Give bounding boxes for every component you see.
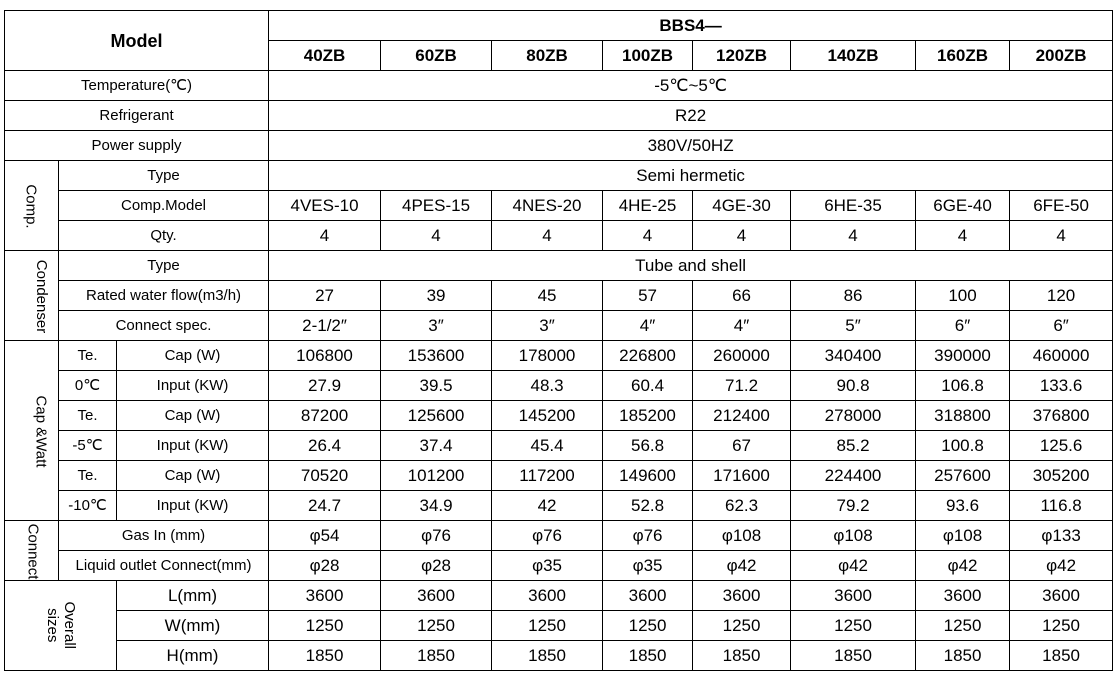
spec-table <box>4 10 1113 671</box>
table-cell: 57 <box>603 281 693 311</box>
table-cell: 178000 <box>492 341 603 371</box>
table-cell: 390000 <box>916 341 1010 371</box>
table-cell: 45.4 <box>492 431 603 461</box>
table-cell: 4 <box>1010 221 1113 251</box>
gas-row <box>5 521 1113 551</box>
temperature-label: Temperature(℃) <box>5 71 269 101</box>
table-cell: 116.8 <box>1010 491 1113 521</box>
table-cell: 1250 <box>1010 611 1113 641</box>
comp-qty-row <box>5 221 1113 251</box>
condenser-type-label: Type <box>59 251 269 281</box>
table-cell: 70520 <box>269 461 381 491</box>
table-cell: 4VES-10 <box>269 191 381 221</box>
cap-label: Cap (W) <box>117 341 269 371</box>
table-cell: 4HE-25 <box>603 191 693 221</box>
table-cell: 1850 <box>492 641 603 671</box>
sizes-group-label: Overall sizes <box>5 581 117 671</box>
table-cell: φ35 <box>603 551 693 581</box>
table-cell: 4NES-20 <box>492 191 603 221</box>
table-cell: 4PES-15 <box>381 191 492 221</box>
condenser-connect-label: Connect spec. <box>59 311 269 341</box>
te-label: Te. <box>59 461 117 491</box>
table-cell: 3″ <box>381 311 492 341</box>
te-temp: -5℃ <box>59 431 117 461</box>
table-cell: 1850 <box>1010 641 1113 671</box>
table-cell: 3″ <box>492 311 603 341</box>
table-cell: 145200 <box>492 401 603 431</box>
model-col-header: 140ZB <box>791 41 916 71</box>
table-cell: 1250 <box>791 611 916 641</box>
table-cell: φ35 <box>492 551 603 581</box>
te-label: Te. <box>59 341 117 371</box>
table-cell: 62.3 <box>693 491 791 521</box>
table-cell: 56.8 <box>603 431 693 461</box>
table-cell: 6FE-50 <box>1010 191 1113 221</box>
table-cell: 4″ <box>693 311 791 341</box>
table-cell: 1850 <box>693 641 791 671</box>
connect-group-label: Connect <box>5 521 59 581</box>
table-cell: 1250 <box>381 611 492 641</box>
table-cell: φ42 <box>791 551 916 581</box>
refrigerant-value: R22 <box>269 101 1113 131</box>
temperature-row <box>5 71 1113 101</box>
model-col-header: 160ZB <box>916 41 1010 71</box>
table-cell: 79.2 <box>791 491 916 521</box>
comp-type-row <box>5 161 1113 191</box>
table-cell: 318800 <box>916 401 1010 431</box>
table-cell: 4 <box>791 221 916 251</box>
table-cell: 71.2 <box>693 371 791 401</box>
table-cell: φ54 <box>269 521 381 551</box>
input-row-2 <box>5 491 1113 521</box>
model-header: Model <box>5 11 269 71</box>
comp-model-row <box>5 191 1113 221</box>
table-cell: 42 <box>492 491 603 521</box>
table-cell: 1250 <box>693 611 791 641</box>
table-cell: φ108 <box>693 521 791 551</box>
condenser-type-row <box>5 251 1113 281</box>
table-cell: 1250 <box>916 611 1010 641</box>
input-label: Input (KW) <box>117 431 269 461</box>
length-label: L(mm) <box>117 581 269 611</box>
table-cell: 27.9 <box>269 371 381 401</box>
comp-model-label: Comp.Model <box>59 191 269 221</box>
table-cell: 34.9 <box>381 491 492 521</box>
comp-type-value: Semi hermetic <box>269 161 1113 191</box>
comp-qty-label: Qty. <box>59 221 269 251</box>
table-cell: 3600 <box>603 581 693 611</box>
table-cell: 39.5 <box>381 371 492 401</box>
table-cell: 100 <box>916 281 1010 311</box>
table-cell: 278000 <box>791 401 916 431</box>
power-label: Power supply <box>5 131 269 161</box>
table-cell: 85.2 <box>791 431 916 461</box>
height-label: H(mm) <box>117 641 269 671</box>
input-label: Input (KW) <box>117 491 269 521</box>
header-row-series <box>5 11 1113 41</box>
condenser-flow-row <box>5 281 1113 311</box>
table-cell: 45 <box>492 281 603 311</box>
cap-row-0 <box>5 341 1113 371</box>
table-cell: 100.8 <box>916 431 1010 461</box>
table-cell: 101200 <box>381 461 492 491</box>
condenser-group-label: Condenser <box>5 251 59 341</box>
table-cell: 4 <box>492 221 603 251</box>
table-cell: 1250 <box>492 611 603 641</box>
table-cell: 106800 <box>269 341 381 371</box>
table-cell: 257600 <box>916 461 1010 491</box>
comp-type-label: Type <box>59 161 269 191</box>
table-cell: φ76 <box>603 521 693 551</box>
table-cell: 6GE-40 <box>916 191 1010 221</box>
cap-row-1 <box>5 401 1113 431</box>
length-row <box>5 581 1113 611</box>
te-label: Te. <box>59 401 117 431</box>
table-cell: 4 <box>381 221 492 251</box>
width-row <box>5 611 1113 641</box>
table-cell: 37.4 <box>381 431 492 461</box>
table-cell: 4 <box>269 221 381 251</box>
table-cell: 153600 <box>381 341 492 371</box>
table-cell: φ28 <box>381 551 492 581</box>
table-cell: 3600 <box>492 581 603 611</box>
table-cell: 86 <box>791 281 916 311</box>
input-row-0 <box>5 371 1113 401</box>
table-cell: 1850 <box>603 641 693 671</box>
table-cell: 26.4 <box>269 431 381 461</box>
table-cell: 376800 <box>1010 401 1113 431</box>
model-col-header: 60ZB <box>381 41 492 71</box>
power-value: 380V/50HZ <box>269 131 1113 161</box>
series-header: BBS4— <box>269 11 1113 41</box>
liquid-row <box>5 551 1113 581</box>
table-cell: 185200 <box>603 401 693 431</box>
table-cell: 117200 <box>492 461 603 491</box>
table-cell: 87200 <box>269 401 381 431</box>
table-cell: 3600 <box>1010 581 1113 611</box>
table-cell: 6HE-35 <box>791 191 916 221</box>
table-cell: φ42 <box>1010 551 1113 581</box>
te-temp: 0℃ <box>59 371 117 401</box>
table-cell: 106.8 <box>916 371 1010 401</box>
table-cell: 4″ <box>603 311 693 341</box>
table-cell: 5″ <box>791 311 916 341</box>
table-cell: 66 <box>693 281 791 311</box>
table-cell: 39 <box>381 281 492 311</box>
table-cell: 460000 <box>1010 341 1113 371</box>
table-cell: 1850 <box>381 641 492 671</box>
table-cell: 1250 <box>269 611 381 641</box>
table-cell: 93.6 <box>916 491 1010 521</box>
refrigerant-label: Refrigerant <box>5 101 269 131</box>
table-cell: φ108 <box>791 521 916 551</box>
table-cell: 1850 <box>916 641 1010 671</box>
table-cell: 4 <box>693 221 791 251</box>
table-cell: 60.4 <box>603 371 693 401</box>
table-cell: 52.8 <box>603 491 693 521</box>
table-cell: 4 <box>916 221 1010 251</box>
liquid-label: Liquid outlet Connect(mm) <box>59 551 269 581</box>
model-col-header: 100ZB <box>603 41 693 71</box>
width-label: W(mm) <box>117 611 269 641</box>
table-cell: 226800 <box>603 341 693 371</box>
table-cell: 6″ <box>916 311 1010 341</box>
cap-label: Cap (W) <box>117 461 269 491</box>
table-cell: 125.6 <box>1010 431 1113 461</box>
table-cell: 224400 <box>791 461 916 491</box>
table-cell: φ76 <box>492 521 603 551</box>
table-cell: 340400 <box>791 341 916 371</box>
table-cell: φ42 <box>693 551 791 581</box>
table-cell: φ76 <box>381 521 492 551</box>
table-cell: 1250 <box>603 611 693 641</box>
condenser-type-value: Tube and shell <box>269 251 1113 281</box>
table-cell: 67 <box>693 431 791 461</box>
comp-group-label: Comp. <box>5 161 59 251</box>
table-cell: φ42 <box>916 551 1010 581</box>
table-cell: 133.6 <box>1010 371 1113 401</box>
table-cell: 27 <box>269 281 381 311</box>
capwatt-group-label: Cap &Watt <box>5 341 59 521</box>
table-cell: 3600 <box>693 581 791 611</box>
table-cell: 90.8 <box>791 371 916 401</box>
model-col-header: 40ZB <box>269 41 381 71</box>
input-label: Input (KW) <box>117 371 269 401</box>
table-cell: 3600 <box>791 581 916 611</box>
table-cell: 3600 <box>269 581 381 611</box>
refrigerant-row <box>5 101 1113 131</box>
table-cell: φ108 <box>916 521 1010 551</box>
table-cell: 4 <box>603 221 693 251</box>
table-cell: φ28 <box>269 551 381 581</box>
table-cell: 24.7 <box>269 491 381 521</box>
table-cell: 2-1/2″ <box>269 311 381 341</box>
table-cell: 260000 <box>693 341 791 371</box>
table-cell: 3600 <box>381 581 492 611</box>
condenser-flow-label: Rated water flow(m3/h) <box>59 281 269 311</box>
table-cell: 4GE-30 <box>693 191 791 221</box>
table-cell: 3600 <box>916 581 1010 611</box>
table-cell: 171600 <box>693 461 791 491</box>
temperature-value: -5℃~5℃ <box>269 71 1113 101</box>
model-col-header: 120ZB <box>693 41 791 71</box>
table-cell: 120 <box>1010 281 1113 311</box>
cap-label: Cap (W) <box>117 401 269 431</box>
table-cell: 6″ <box>1010 311 1113 341</box>
condenser-connect-row <box>5 311 1113 341</box>
input-row-1 <box>5 431 1113 461</box>
te-temp: -10℃ <box>59 491 117 521</box>
table-cell: 48.3 <box>492 371 603 401</box>
table-cell: 305200 <box>1010 461 1113 491</box>
power-row <box>5 131 1113 161</box>
model-col-header: 200ZB <box>1010 41 1113 71</box>
table-cell: φ133 <box>1010 521 1113 551</box>
cap-row-2 <box>5 461 1113 491</box>
height-row <box>5 641 1113 671</box>
table-cell: 1850 <box>791 641 916 671</box>
table-cell: 125600 <box>381 401 492 431</box>
table-cell: 212400 <box>693 401 791 431</box>
table-cell: 149600 <box>603 461 693 491</box>
gas-label: Gas In (mm) <box>59 521 269 551</box>
table-cell: 1850 <box>269 641 381 671</box>
model-col-header: 80ZB <box>492 41 603 71</box>
